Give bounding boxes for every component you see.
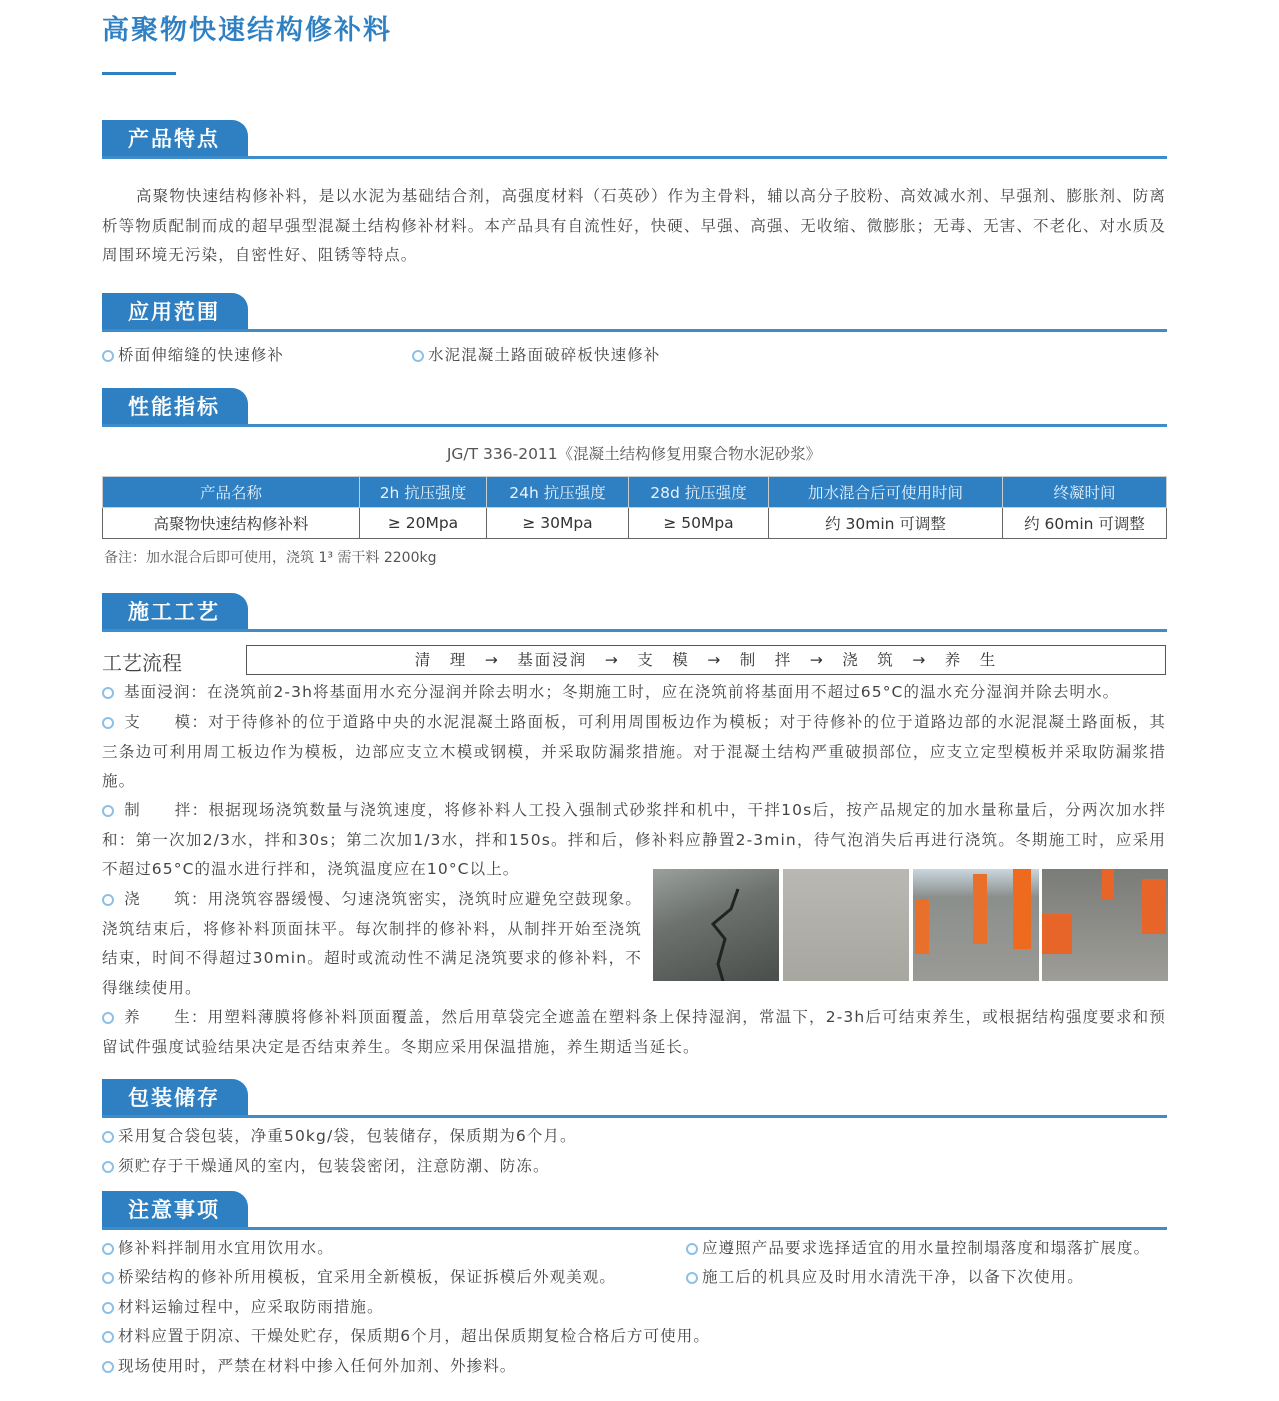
circle-bullet-icon <box>102 1243 114 1255</box>
section-header-packaging <box>102 1079 1167 1119</box>
divider <box>102 156 1167 159</box>
notes-item-text: 桥梁结构的修补所用模板，宜采用全新模板，保证拆模后外观美观。 <box>118 1268 617 1286</box>
circle-bullet-icon <box>102 350 114 362</box>
section-tab: 包装储存 <box>102 1079 248 1116</box>
step-text: 在浇筑前2-3h将基面用水充分湿润并除去明水；冬期施工时，应在浇筑前将基面用不超过65°C的温水充分湿润并除去明水。 <box>207 683 1120 701</box>
section-tab: 性能指标 <box>102 388 248 425</box>
step-text: 用浇筑容器缓慢、匀速浇筑密实，浇筑时应避免空鼓现象。浇筑结束后，将修补料顶面抹平。每次制拌的修补料，从制拌开始至浇筑结束，时间不得超过30min。超时或流动性不满足浇筑要求的修补料，不得继续使用。 <box>102 890 642 997</box>
performance-table <box>102 476 1167 539</box>
section-header-scope <box>102 293 1167 333</box>
step-label: 支 模： <box>124 713 209 731</box>
notes-item-text: 施工后的机具应及时用水清洗干净，以备下次使用。 <box>702 1268 1084 1286</box>
divider <box>102 329 1167 332</box>
packaging-item-text: 须贮存于干燥通风的室内，包装袋密闭，注意防潮、防冻。 <box>118 1157 550 1175</box>
step-text: 对于待修补的位于道路中央的水泥混凝土路面板，可利用周围板边作为模板；对于待修补的位于道路边部的水泥混凝土路面板，其三条边可利用周工板边作为模板，边部应支立木模或钢模，并采取防漏浆措施。对于混凝土结构严重破损部位，应支立定型模板并采取防漏浆措施。 <box>102 713 1166 791</box>
section-tab: 应用范围 <box>102 293 248 330</box>
step-label: 养 生： <box>124 1008 208 1026</box>
worker-figure <box>1042 914 1072 954</box>
divider <box>102 1115 1167 1118</box>
process-step <box>102 708 1166 797</box>
section-header-features <box>102 120 1167 160</box>
worker-figure <box>1102 869 1114 899</box>
notes-item-text: 材料应置于阴凉、干燥处贮存，保质期6个月，超出保质期复检合格后方可使用。 <box>118 1327 710 1345</box>
notes-item-text: 修补料拌制用水宜用饮用水。 <box>118 1239 334 1257</box>
step-text: 用塑料薄膜将修补料顶面覆盖，然后用草袋完全遮盖在塑料条上保持湿润，常温下，2-3h后可结束养生，或根据结构强度要求和预留试件强度试验结果决定是否结束养生。冬期应采用保温措施，养生期适当延长。 <box>102 1008 1166 1056</box>
packaging-item <box>102 1152 550 1182</box>
circle-bullet-icon <box>102 894 114 906</box>
features-text: 高聚物快速结构修补料，是以水泥为基础结合剂，高强度材料（石英砂）作为主骨料，辅以高分子胶粉、高效减水剂、早强剂、膨胀剂、防离析等物质配制而成的超早强型混凝土结构修补材料。本产品具有自流性好，快硬、早强、高强、无收缩、微膨胀；无毒、无害、不老化、对水质及周围环境无污染，自密性好、阻锈等特点。 <box>102 187 1166 265</box>
column-header: 24h 抗压强度 <box>487 477 629 508</box>
divider <box>102 629 1167 632</box>
scope-item-text: 水泥混凝土路面破碎板快速修补 <box>428 346 661 364</box>
worker-figure <box>1013 869 1031 949</box>
flow-label: 工艺流程 <box>102 651 182 675</box>
step-label: 浇 筑： <box>124 890 208 908</box>
table-cell: ≥ 50Mpa <box>629 508 769 539</box>
notes-item-text: 材料运输过程中，应采取防雨措施。 <box>118 1298 384 1316</box>
circle-bullet-icon <box>102 1331 114 1343</box>
photo-workers-1 <box>913 869 1039 981</box>
section-tab: 注意事项 <box>102 1191 248 1228</box>
photo-workers-2 <box>1042 869 1168 981</box>
notes-item-text: 应遵照产品要求选择适宜的用水量控制塌落度和塌落扩展度。 <box>702 1239 1151 1257</box>
notes-item <box>102 1352 516 1382</box>
worker-figure <box>973 874 987 944</box>
packaging-item-text: 采用复合袋包装，净重50kg/袋，包装储存，保质期为6个月。 <box>118 1127 577 1145</box>
title-underline <box>102 72 176 75</box>
notes-item <box>686 1234 1150 1264</box>
step-label: 基面浸润： <box>124 683 208 701</box>
packaging-item <box>102 1122 577 1152</box>
process-flow: 清 理 → 基面浸润 → 支 模 → 制 拌 → 浇 筑 → 养 生 <box>246 645 1166 675</box>
scope-item <box>102 341 284 371</box>
circle-bullet-icon <box>102 1012 114 1024</box>
photo-cracked-road <box>653 869 779 981</box>
section-header-process <box>102 593 1167 633</box>
standard-title: JG/T 336-2011《混凝土结构修复用聚合物水泥砂浆》 <box>446 445 822 463</box>
section-header-performance <box>102 388 1167 428</box>
section-tab: 产品特点 <box>102 120 248 157</box>
step-label: 制 拌： <box>124 801 209 819</box>
table-cell: ≥ 30Mpa <box>487 508 629 539</box>
notes-item <box>102 1322 710 1352</box>
notes-item <box>102 1263 616 1293</box>
section-header-notes <box>102 1191 1167 1231</box>
column-header: 终凝时间 <box>1003 477 1167 508</box>
process-step <box>102 678 1166 708</box>
divider <box>102 1227 1167 1230</box>
table-cell: 约 30min 可调整 <box>769 508 1003 539</box>
scope-item <box>412 341 660 371</box>
column-header: 产品名称 <box>103 477 360 508</box>
table-cell: 约 60min 可调整 <box>1003 508 1167 539</box>
circle-bullet-icon <box>102 1131 114 1143</box>
section-tab: 施工工艺 <box>102 593 248 630</box>
divider <box>102 424 1167 427</box>
circle-bullet-icon <box>686 1272 698 1284</box>
process-step <box>102 885 642 1003</box>
process-step <box>102 1003 1166 1062</box>
circle-bullet-icon <box>412 350 424 362</box>
circle-bullet-icon <box>102 1272 114 1284</box>
notes-item <box>102 1293 384 1323</box>
circle-bullet-icon <box>686 1243 698 1255</box>
table-note: 备注：加水混合后即可使用，浇筑 1³ 需干料 2200kg <box>104 550 437 566</box>
table-cell: 高聚物快速结构修补料 <box>103 508 360 539</box>
circle-bullet-icon <box>102 717 114 729</box>
worker-figure <box>915 899 929 954</box>
notes-item-text: 现场使用时，严禁在材料中掺入任何外加剂、外掺料。 <box>118 1357 517 1375</box>
notes-item <box>102 1234 334 1264</box>
circle-bullet-icon <box>102 805 114 817</box>
column-header: 加水混合后可使用时间 <box>769 477 1003 508</box>
table-header-row <box>103 477 1167 508</box>
column-header: 28d 抗压强度 <box>629 477 769 508</box>
column-header: 2h 抗压强度 <box>360 477 487 508</box>
circle-bullet-icon <box>102 1302 114 1314</box>
crack-icon <box>653 869 779 981</box>
circle-bullet-icon <box>102 1361 114 1373</box>
page-title: 高聚物快速结构修补料 <box>102 15 392 46</box>
notes-item <box>686 1263 1084 1293</box>
worker-figure <box>1142 879 1166 934</box>
table-row <box>103 508 1167 539</box>
step-text: 根据现场浇筑数量与浇筑速度，将修补料人工投入强制式砂浆拌和机中，干拌10s后，按产品规定的加水量称量后，分两次加水拌和：第一次加2/3水，拌和30s；第二次加1/3水，拌和150s。拌和后，修补料应静置2-3min，待气泡消失后再进行浇筑。冬期施工时，应采用不超过65°C的温水进行拌和，浇筑温度应在10°C以上。 <box>102 801 1166 879</box>
scope-item-text: 桥面伸缩缝的快速修补 <box>118 346 285 364</box>
circle-bullet-icon <box>102 1161 114 1173</box>
circle-bullet-icon <box>102 687 114 699</box>
photo-repaired-surface <box>783 869 909 981</box>
table-cell: ≥ 20Mpa <box>360 508 487 539</box>
